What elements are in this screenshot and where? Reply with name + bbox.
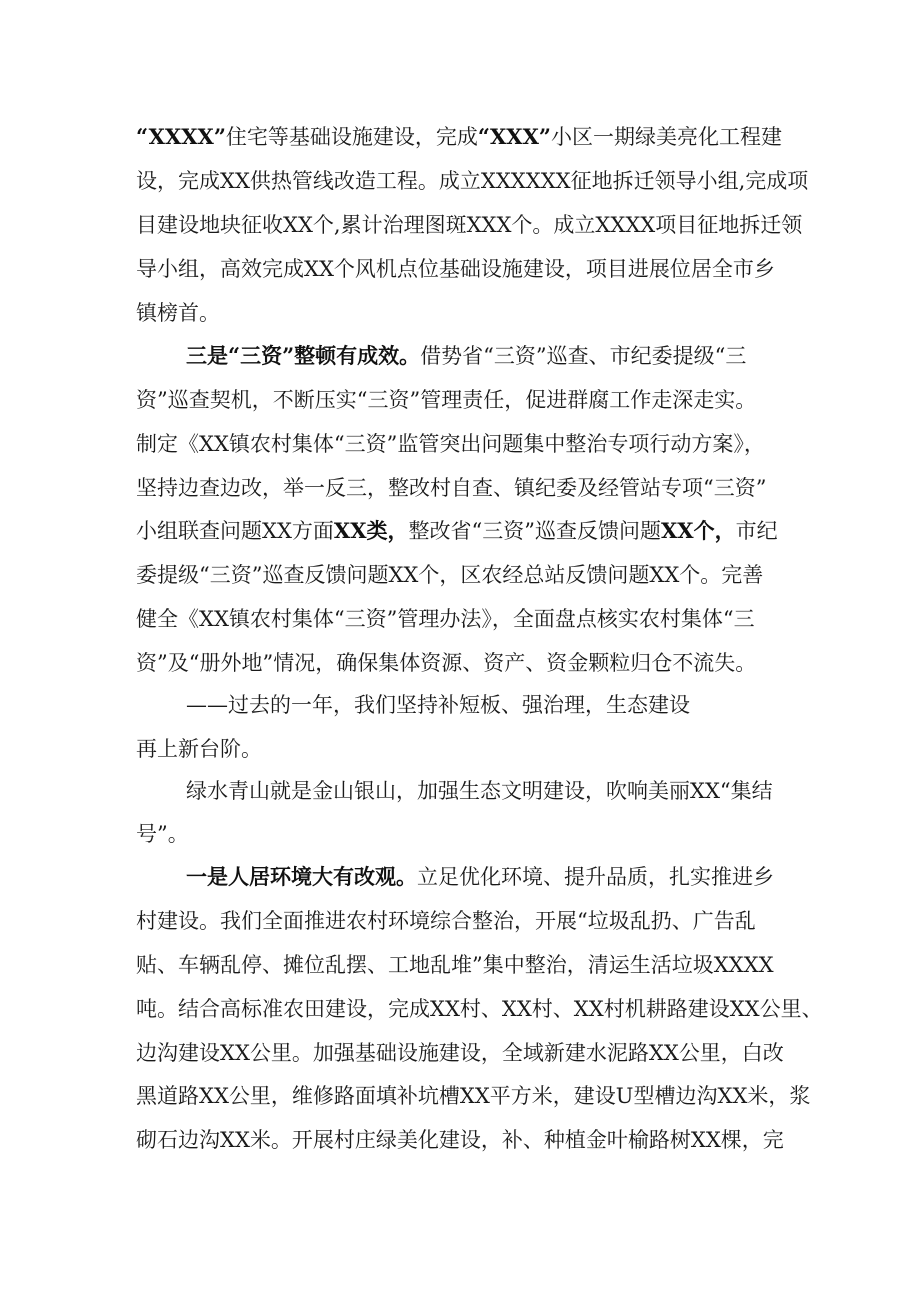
text-line [136,605,755,633]
text-run: 吨。结合高标准农田建设，完成XX村、XX村、XX村机耕路建设XX公里、 [136,997,823,1021]
text-run: 制定《XX镇农村集体“三资”监管突出问题集中整治专项行动方案》， [136,432,765,456]
text-run: 镇榜首。 [136,301,220,325]
text-run-bold: XX个， [660,518,736,543]
text-line [136,1126,784,1154]
text-line [186,691,690,719]
text-line [136,820,189,848]
text-line [136,517,778,545]
text-run: 健全《XX镇农村集体“三资”管理办法》，全面盘点核实农村集体“三 [136,607,755,631]
text-run: 目建设地块征收XX个,累计治理图斑XXX个。成立XXXX项目征地拆迁领 [136,213,803,237]
text-run: 整改省“三资”巡查反馈问题 [408,519,661,543]
text-run: ——过去的一年，我们坚持补短板、强治理，生态建设 [186,693,690,717]
text-line [136,123,782,151]
section-heading: 一是人居环境大有改观。 [186,864,417,889]
text-line [136,211,802,239]
text-run: 资”巡查契机，不断压实“三资”管理责任，促进群腐工作走深走实。 [136,388,757,412]
text-line [136,299,220,327]
text-run: 住宅等基础设施建设，完成 [225,125,478,149]
text-line [186,777,773,805]
text-line [186,342,746,370]
text-run-bold: XX类， [333,518,409,543]
text-run: 市纪 [735,519,778,543]
text-line [136,386,756,414]
text-line [136,1082,810,1110]
text-run: 委提级“三资”巡查反馈问题XX个，区农经总站反馈问题XX个。完善 [136,563,764,587]
text-run: 借势省“三资”巡查、市纪委提级“三 [420,344,747,368]
text-line [136,951,774,979]
text-line [136,649,756,677]
text-run: 绿水青山就是金山银山，加强生态文明建设，吹响美丽XX“集结 [186,779,773,803]
text-line [136,474,766,502]
text-line [136,561,763,589]
text-line [136,995,823,1023]
text-line [136,255,775,283]
text-run: 黑道路XX公里，维修路面填补坑槽XX平方米，建设U型槽边沟XX米，浆 [136,1084,811,1108]
text-line [136,1039,784,1067]
text-run: 再上新台阶。 [136,737,262,761]
section-heading: 三是“三资”整顿有成效。 [186,343,421,368]
text-run: 设，完成XX供热管线改造工程。成立XXXXXX征地拆迁领导小组,完成项 [136,169,809,193]
text-run: 砌石边沟XX米。开展村庄绿美化建设，补、种植金叶榆路树XX棵，完 [136,1128,784,1152]
text-run: 导小组，高效完成XX个风机点位基础设施建设，项目进展位居全市乡 [136,257,775,281]
text-run: 立足优化环境、提升品质，扎实推进乡 [417,865,774,889]
text-line [136,167,808,195]
text-run: 坚持边查边改，举一反三，整改村自查、镇纪委及经管站专项“三资” [136,476,767,500]
text-line [136,907,756,935]
text-run-bold: “XXX” [477,124,551,149]
text-line [186,863,774,891]
text-line [136,430,765,458]
text-run-bold: “XXXX” [136,124,226,149]
text-run: 号”。 [136,822,189,846]
text-run: 小区一期绿美亮化工程建 [550,125,782,149]
text-run: 资”及“册外地”情况，确保集体资源、资产、资金颗粒归仓不流失。 [136,651,757,675]
text-run: 小组联查问题XX方面 [136,519,334,543]
text-line [136,735,262,763]
text-run: 边沟建设XX公里。加强基础设施建设，全域新建水泥路XX公里，白改 [136,1041,784,1065]
text-run: 贴、车辆乱停、摊位乱摆、工地乱堆”集中整治，清运生活垃圾XXXX [136,953,774,977]
text-run: 村建设。我们全面推进农村环境综合整治，开展“垃圾乱扔、广告乱 [136,909,756,933]
